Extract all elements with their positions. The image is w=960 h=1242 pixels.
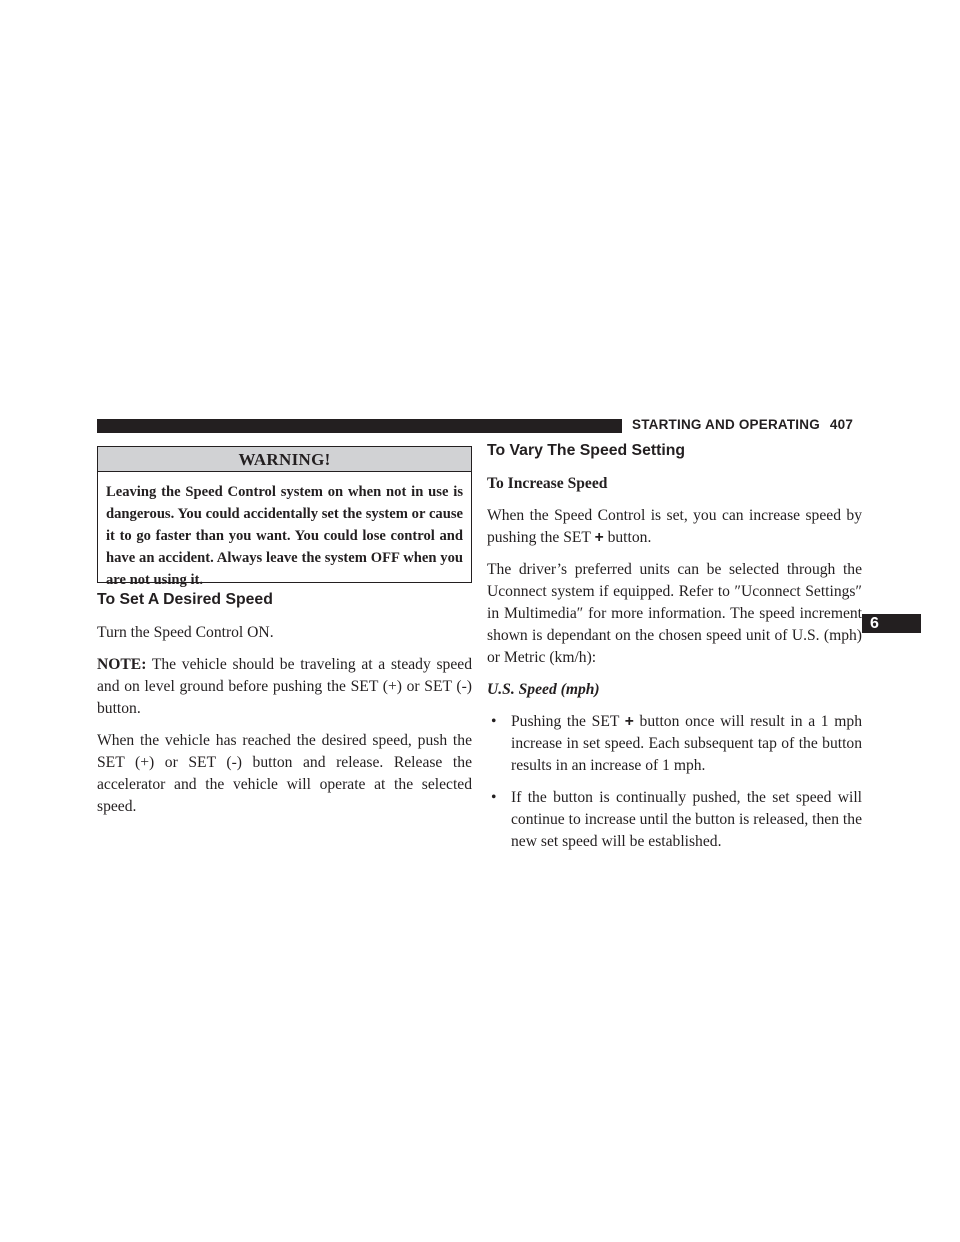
bullet1-text-b: button once will result in a 1 mph increase in set speed. Each subsequent tap of the button results in an increase of 1 mph. [511, 713, 862, 774]
paragraph-units: The driver’s preferred units can be selected through the Uconnect system if equipped. Refer to ″Uconnect Settings″ in Multimedia″ for more information. The speed increment shown is dependant on the chosen speed unit of U.S. (mph) or Metric (km/h): [487, 561, 862, 666]
paragraph-turn-on: Turn the Speed Control ON. [97, 624, 274, 641]
list-item [487, 787, 862, 853]
section-heading-vary-speed: To Vary The Speed Setting [487, 442, 686, 459]
note-text: The vehicle should be traveling at a steady speed and on level ground before pushing the SET (+) or SET (-) button. [97, 656, 472, 717]
plus-symbol: + [594, 529, 604, 546]
bullet2-text: If the button is continually pushed, the set speed will continue to increase until the button is released, then the new set speed will be established. [511, 789, 862, 850]
note-label: NOTE: [97, 656, 147, 673]
paragraph-desired-speed: When the vehicle has reached the desired speed, push the SET (+) or SET (-) button and release. Release the accelerator and the vehicle will operate at the selected speed. [97, 732, 472, 815]
section-heading-set-speed: To Set A Desired Speed [97, 591, 273, 608]
bullet-icon: • [491, 789, 497, 806]
subheading-increase-speed: To Increase Speed [487, 475, 608, 492]
header-rule [97, 419, 622, 433]
right-column [487, 441, 862, 863]
warning-body: Leaving the Speed Control system on when not in use is dangerous. You could accidentally set the system or cause it to go faster than you want. You could lose control and have an accident. Always leave the system OFF when you are not using it. [106, 484, 463, 588]
plus-symbol: + [624, 713, 634, 730]
running-header [632, 417, 853, 432]
list-item [487, 711, 862, 777]
chapter-tab: 6 [862, 614, 921, 633]
section-title: STARTING AND OPERATING [632, 417, 820, 432]
bullet-icon: • [491, 713, 497, 730]
warning-title: WARNING! [98, 447, 471, 472]
bullet1-text-a: Pushing the SET [511, 713, 625, 730]
warning-box [97, 446, 472, 588]
increase-text-a: When the Speed Control is set, you can increase speed by pushing the SET [487, 507, 862, 546]
left-column [97, 590, 472, 828]
subheading-us-speed: U.S. Speed (mph) [487, 681, 600, 698]
page-number: 407 [829, 417, 854, 432]
increase-text-b: button. [603, 529, 652, 546]
bullet-list [487, 711, 862, 853]
note-paragraph [97, 654, 472, 720]
paragraph-increase [487, 505, 862, 549]
